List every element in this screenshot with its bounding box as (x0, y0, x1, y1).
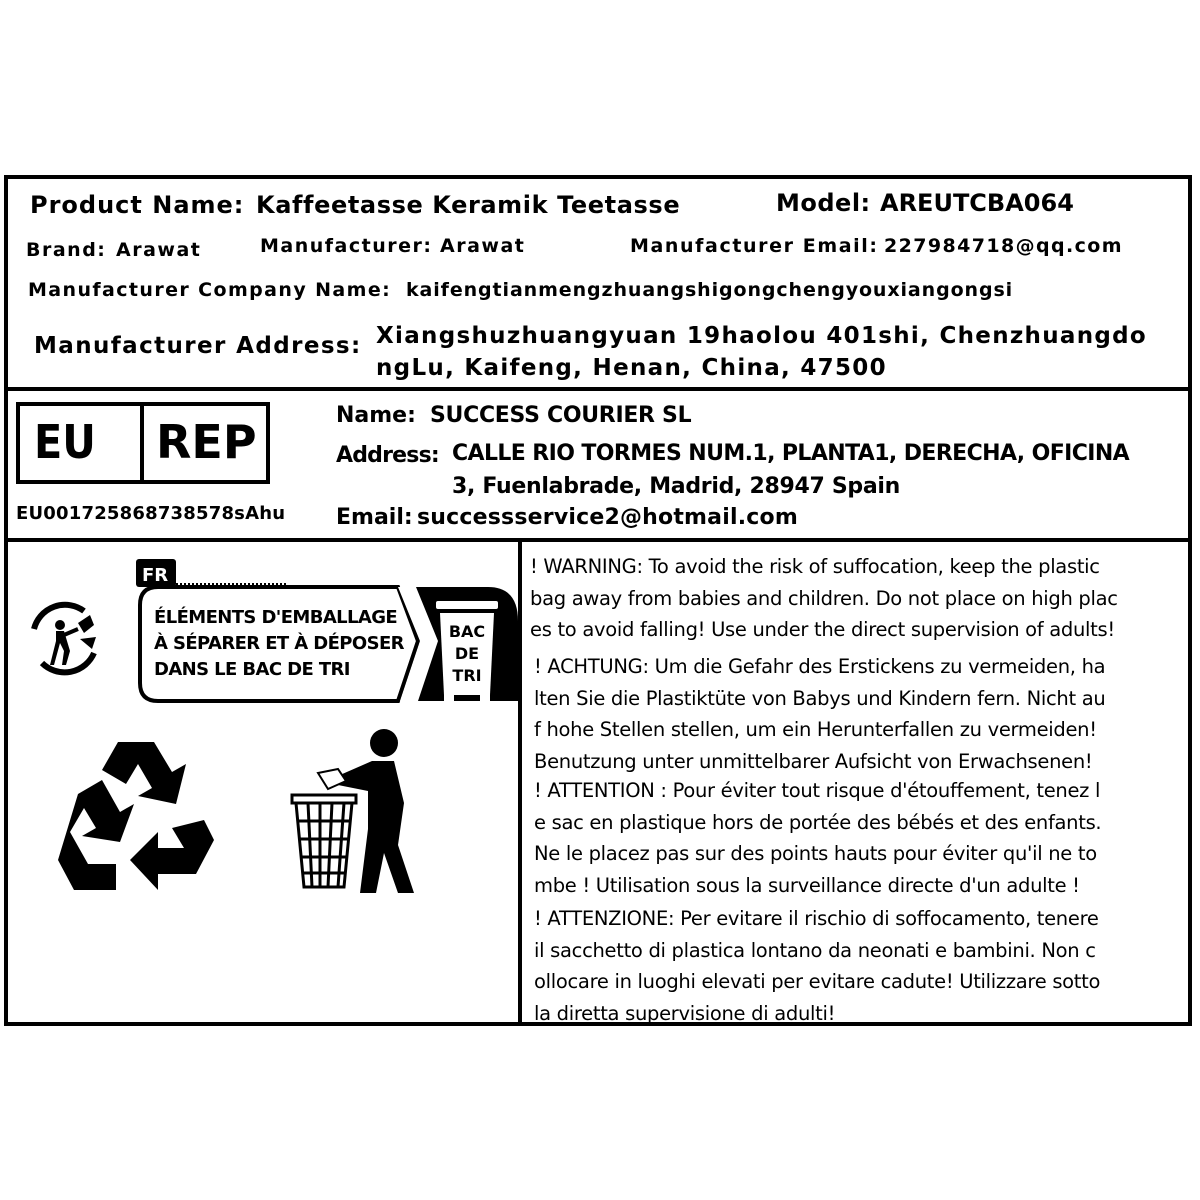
header-divider (8, 387, 1188, 391)
bin-line3: TRI (452, 666, 482, 685)
warning-fr-line: e sac en plastique hors de portée des bébés et des enfants. (534, 810, 1102, 834)
bin-line1: BAC (448, 622, 486, 641)
product-name-label: Product Name: (30, 191, 245, 219)
triman-line3: DANS LE BAC DE TRI (154, 659, 350, 680)
triman-line2: À SÉPARER ET À DÉPOSER (154, 633, 404, 654)
manufacturer-email-label: Manufacturer Email: (630, 235, 879, 257)
brand-value: Arawat (116, 239, 202, 261)
bin-line2: DE (454, 644, 480, 663)
warning-en-line: bag away from babies and children. Do not place on high plac (530, 586, 1118, 610)
brand-label: Brand: (26, 239, 107, 261)
warning-de-line: Benutzung unter unmittelbarer Aufsicht von Erwachsenen! (534, 749, 1093, 773)
triman-panel (18, 551, 518, 711)
tidyman-icon (288, 725, 438, 895)
address-label: Manufacturer Address: (34, 333, 362, 359)
eu-name-label: Name: (336, 403, 416, 428)
triman-person-icon (34, 605, 96, 673)
address-line2: ngLu, Kaifeng, Henan, China, 47500 (376, 355, 887, 381)
model-label: Model: (776, 189, 871, 217)
eu-divider (8, 538, 1188, 542)
eu-rep-divider (140, 406, 144, 480)
warning-it-line: il sacchetto di plastica lontano da neonati e bambini. Non c (534, 938, 1096, 962)
rep-text: REP (156, 415, 257, 469)
warning-de (534, 651, 1194, 777)
fr-text: FR (142, 565, 169, 586)
warning-fr (534, 775, 1194, 901)
warning-de-line: f hohe Stellen stellen, um ein Herunterfallen zu vermeiden! (534, 718, 1097, 741)
eu-name: SUCCESS COURIER SL (430, 403, 692, 428)
eu-address-line1: CALLE RIO TORMES NUM.1, PLANTA1, DERECHA, OFICINA (452, 441, 1130, 466)
eu-address-label: Address: (336, 443, 439, 468)
company-label: Manufacturer Company Name: (28, 279, 392, 301)
warning-it-line: ! ATTENZIONE: Per evitare il rischio di soffocamento, tenere (534, 907, 1099, 930)
warning-it-line: la diretta supervisione di adulti! (534, 1001, 836, 1025)
triman-line1: ÉLÉMENTS D'EMBALLAGE (154, 607, 398, 628)
warning-en-line: ! WARNING: To avoid the risk of suffocation, keep the plastic (530, 555, 1100, 578)
manufacturer-label: Manufacturer: (260, 235, 433, 257)
model-value: AREUTCBA064 (880, 189, 1074, 217)
warning-de-line: lten Sie die Plastiktüte von Babys und Kindern fern. Nicht au (534, 686, 1106, 710)
eu-email: successservice2@hotmail.com (417, 505, 798, 530)
warning-fr-line: ! ATTENTION : Pour éviter tout risque d'étouffement, tenez l (534, 779, 1101, 802)
eu-rep-box (16, 402, 270, 484)
warning-en (530, 551, 1190, 646)
recycle-icon (54, 732, 224, 902)
warning-fr-line: mbe ! Utilisation sous la surveillance directe d'un adulte ! (534, 873, 1080, 897)
eu-email-label: Email: (336, 505, 413, 530)
warning-fr-line: Ne le placez pas sur des points hauts pour éviter qu'il ne to (534, 842, 1097, 865)
waste-bin-icon (436, 601, 498, 703)
warning-it-line: ollocare in luoghi elevati per evitare cadute! Utilizzare sotto (534, 970, 1101, 993)
warning-it (534, 903, 1194, 1029)
manufacturer-value: Arawat (440, 235, 526, 257)
column-divider (518, 538, 522, 1026)
warning-en-line: es to avoid falling! Use under the direct supervision of adults! (530, 618, 1115, 641)
product-name: Kaffeetasse Keramik Teetasse (256, 191, 681, 219)
company-value: kaifengtianmengzhuangshigongchengyouxiangongsi (406, 279, 1014, 301)
eu-rep-code: EU001725868738578sAhu (16, 503, 286, 524)
address-line1: Xiangshuzhuangyuan 19haolou 401shi, Chenzhuangdo (376, 323, 1148, 349)
eu-address-line2: 3, Fuenlabrade, Madrid, 28947 Spain (452, 474, 900, 499)
manufacturer-email: 227984718@qq.com (884, 235, 1123, 257)
eu-text: EU (34, 415, 96, 469)
warning-de-line: ! ACHTUNG: Um die Gefahr des Erstickens zu vermeiden, ha (534, 655, 1106, 678)
product-label (4, 175, 1192, 1026)
